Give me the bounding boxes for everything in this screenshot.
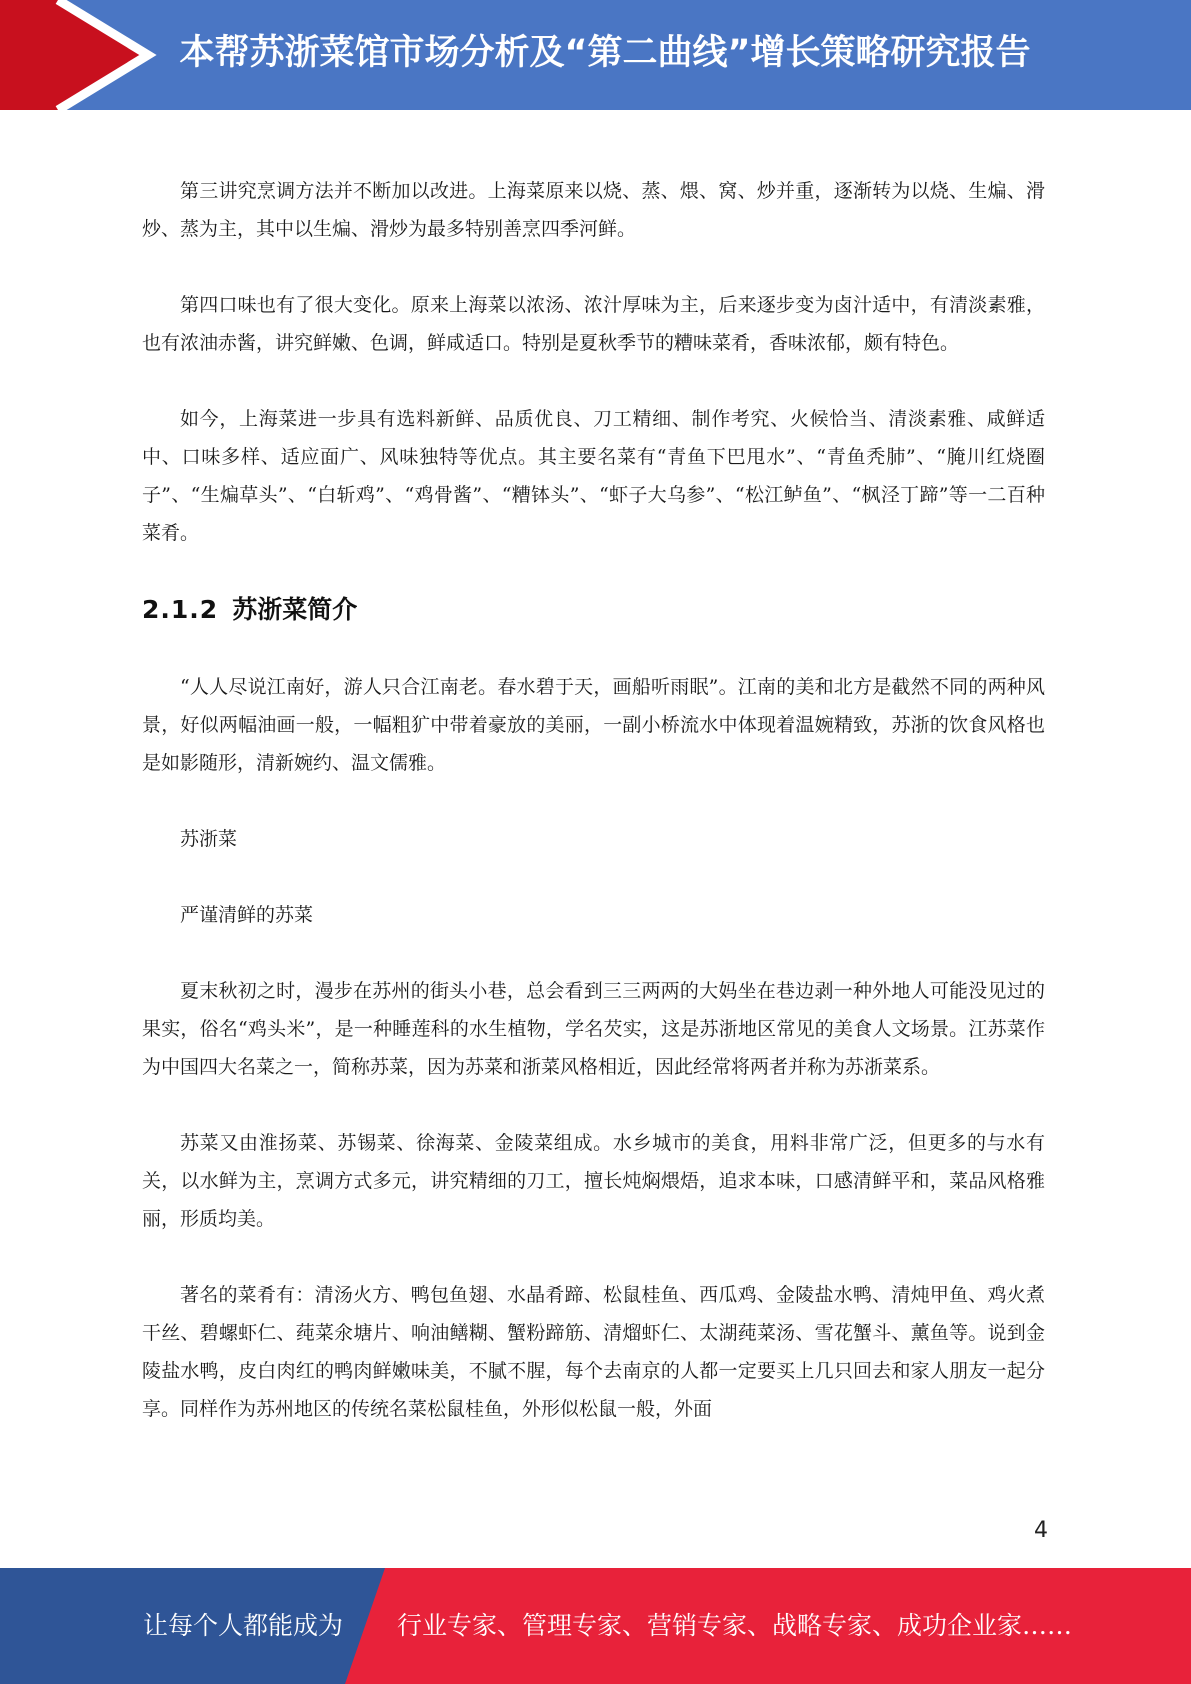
paragraph-flavor-changes: 第四口味也有了很大变化。原来上海菜以浓汤、浓汁厚味为主，后来逐步变为卤汁适中，有清淡素雅，也有浓油赤酱，讲究鲜嫩、色调，鲜咸适口。特别是夏秋季节的糟味菜肴，香味浓郁，颇有特色。 bbox=[142, 294, 1045, 354]
report-title: 本帮苏浙菜馆市场分析及“第二曲线”增长策略研究报告 bbox=[179, 33, 1031, 73]
paragraph-jiangnan-intro: “人人尽说江南好，游人只合江南老。春水碧于天，画船听雨眠”。江南的美和北方是截然不同的两种风景，好似两幅油画一般，一幅粗犷中带着豪放的美丽，一副小桥流水中体现着温婉精致，苏浙的饮食风格也是如影随形，清新婉约、温文儒雅。 bbox=[142, 676, 1045, 774]
paragraph-famous-shanghai-dishes: 如今，上海菜进一步具有选料新鲜、品质优良、刀工精细、制作考究、火候恰当、清淡素雅、咸鲜适中、口味多样、适应面广、风味独特等优点。其主要名菜有“青鱼下巴甩水”、“青鱼秃肺”、“腌川红烧圈子”、“生煸草头”、“白斩鸡”、“鸡骨酱”、“糟钵头”、“虾子大乌参”、“松江鲈鱼”、“枫泾丁蹄”等一二百种菜肴。 bbox=[142, 408, 1045, 544]
page-footer bbox=[0, 1568, 1191, 1684]
paragraph-subheading-sucai: 严谨清鲜的苏菜 bbox=[180, 904, 314, 926]
paragraph-cooking-methods: 第三讲究烹调方法并不断加以改进。上海菜原来以烧、蒸、煨、窝、炒并重，逐渐转为以烧、生煸、滑炒、蒸为主，其中以生煸、滑炒为最多特别善烹四季河鲜。 bbox=[142, 180, 1045, 240]
section-title: 苏浙菜简介 bbox=[232, 595, 358, 624]
page-number: 4 bbox=[1034, 1518, 1048, 1543]
section-heading bbox=[142, 590, 1045, 630]
document-body bbox=[142, 172, 1045, 1466]
paragraph-subheading-suzhe: 苏浙菜 bbox=[180, 828, 238, 850]
paragraph-sucai-composition: 苏菜又由淮扬菜、苏锡菜、徐海菜、金陵菜组成。水乡城市的美食，用料非常广泛，但更多的与水有关，以水鲜为主，烹调方式多元，讲究精细的刀工，擅长炖焖煨焐，追求本味，口感清鲜平和，菜品风格雅丽，形质均美。 bbox=[142, 1132, 1045, 1230]
footer-slogan-left: 让每个人都能成为 bbox=[143, 1611, 344, 1640]
header-red-chevron bbox=[0, 0, 160, 110]
footer-slogan-right: 行业专家、管理专家、营销专家、战略专家、成功企业家…… bbox=[397, 1611, 1073, 1640]
page-header bbox=[0, 0, 1191, 110]
paragraph-famous-dishes: 著名的菜肴有：清汤火方、鸭包鱼翅、水晶肴蹄、松鼠桂鱼、西瓜鸡、金陵盐水鸭、清炖甲鱼、鸡火煮干丝、碧螺虾仁、莼菜氽塘片、响油鳝糊、蟹粉蹄筋、清熘虾仁、太湖莼菜汤、雪花蟹斗、薰鱼等。说到金陵盐水鸭，皮白肉红的鸭肉鲜嫩味美，不腻不腥，每个去南京的人都一定要买上几只回去和家人朋友一起分享。同样作为苏州地区的传统名菜松鼠桂鱼，外形似松鼠一般，外面 bbox=[142, 1284, 1045, 1420]
section-number: 2.1.2 bbox=[142, 595, 219, 624]
paragraph-jitoumi: 夏末秋初之时，漫步在苏州的街头小巷，总会看到三三两两的大妈坐在巷边剥一种外地人可能没见过的果实，俗名“鸡头米”，是一种睡莲科的水生植物，学名芡实，这是苏浙地区常见的美食人文场景。江苏菜作为中国四大名菜之一，简称苏菜，因为苏菜和浙菜风格相近，因此经常将两者并称为苏浙菜系。 bbox=[142, 980, 1045, 1078]
